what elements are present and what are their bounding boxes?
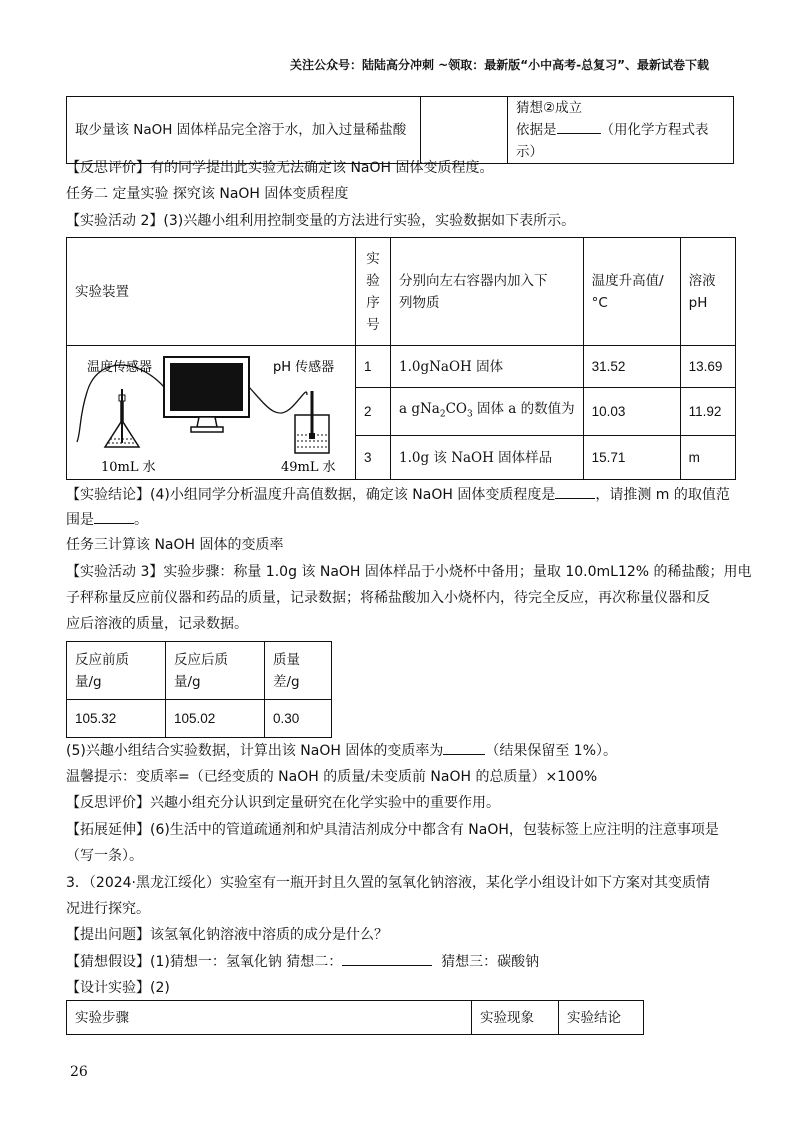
conclusion-line-b: 围是 。 bbox=[66, 509, 148, 530]
row2-temp: 10.03 bbox=[583, 388, 680, 436]
problem-three-1: 3．（2024·黑龙江绥化）实验室有一瓶开封且久置的氢氧化钠溶液，某化学小组设计如下方案对其变质情 bbox=[66, 875, 710, 891]
top-step-cell: 取少量该 NaOH 固体样品完全溶于水，加入过量稀盐酸 bbox=[67, 97, 421, 164]
extension-2: （写一条）。 bbox=[66, 848, 143, 864]
reflection-2: 【反思评价】兴趣小组充分认识到定量研究在化学实验中的重要作用。 bbox=[66, 795, 500, 811]
row3-temp: 15.71 bbox=[583, 436, 680, 480]
row1-number: 1 bbox=[356, 346, 391, 388]
bottom-header-phenomenon: 实验现象 bbox=[472, 1001, 559, 1035]
mass-after-value: 105.02 bbox=[166, 700, 265, 738]
question-five: (5)兴趣小组结合实验数据，计算出该 NaOH 固体的变质率为 （结果保留至 1%）。 bbox=[66, 740, 617, 761]
problem-three-2: 况进行探究。 bbox=[66, 901, 150, 917]
extension-1: 【拓展延伸】(6)生活中的管道疏通剂和炉具清洁剂成分中都含有 NaOH，包装标签上应注明的注意事项是 bbox=[66, 822, 719, 838]
activity-three-1: 【实验活动 3】实验步骤：称量 1.0g 该 NaOH 固体样品于小烧杯中备用；量取 10.0mL12% 的稀盐酸；用电 bbox=[66, 564, 752, 580]
bottom-table bbox=[66, 1000, 644, 1035]
reflection-1: 【反思评价】有的同学提出此实验无法确定该 NaOH 固体变质程度。 bbox=[66, 160, 494, 176]
header-device: 实验装置 bbox=[67, 238, 356, 346]
row2-number: 2 bbox=[356, 388, 391, 436]
row1-ph: 13.69 bbox=[680, 346, 735, 388]
page-header: 关注公众号：陆陆高分冲刺 ~领取：最新版“小中高考-总复习”、最新试卷下载 bbox=[290, 58, 709, 72]
experiment-table bbox=[66, 237, 736, 480]
task-three-title: 任务三计算该 NaOH 固体的变质率 bbox=[66, 537, 284, 553]
mass-diff-value: 0.30 bbox=[265, 700, 332, 738]
mass-before-value: 105.32 bbox=[67, 700, 166, 738]
tip-line: 温馨提示：变质率=（已经变质的 NaOH 的质量/未变质前 NaOH 的总质量）×100% bbox=[66, 769, 598, 785]
ask-question: 【提出问题】该氢氧化钠溶液中溶质的成分是什么？ bbox=[66, 927, 388, 943]
page-number: 26 bbox=[70, 1064, 88, 1080]
mass-header-after: 反应后质 量/g bbox=[166, 642, 265, 700]
bottom-header-conclusion: 实验结论 bbox=[559, 1001, 644, 1035]
top-result-table bbox=[66, 96, 734, 164]
mass-header-diff: 质量 差/g bbox=[265, 642, 332, 700]
row1-substance: 1.0gNaOH 固体 bbox=[391, 346, 584, 388]
row3-ph: m bbox=[680, 436, 735, 480]
header-ph: 溶液 pH bbox=[680, 238, 735, 346]
conclusion-line-2: 依据是 （用化学方程式表示） bbox=[516, 119, 725, 163]
header-substance: 分别向左右容器内加入下 列物质 bbox=[391, 238, 584, 346]
conclusion-line-a: 【实验结论】(4)小组同学分析温度升高值数据，确定该 NaOH 固体变质程度是 ，请推测 m 的取值范 bbox=[66, 484, 730, 505]
hypothesis: 【猜想假设】(1)猜想一：氢氧化钠 猜想二： 猜想三：碳酸钠 bbox=[66, 951, 539, 972]
conclusion-line-1: 猜想②成立 bbox=[516, 100, 583, 116]
activity-two: 【实验活动 2】(3)兴趣小组利用控制变量的方法进行实验，实验数据如下表所示。 bbox=[66, 213, 576, 229]
mass-table bbox=[66, 641, 332, 738]
design-experiment: 【设计实验】(2) bbox=[66, 980, 170, 996]
row3-substance: 1.0g 该 NaOH 固体样品 bbox=[391, 436, 584, 480]
left-water-label: 10mL 水 bbox=[101, 459, 156, 475]
row2-substance: a $gNa_2CO_3$ 固体 a 的数值为 bbox=[391, 388, 584, 436]
row3-number: 3 bbox=[356, 436, 391, 480]
header-temp: 温度升高值/ °C bbox=[583, 238, 680, 346]
right-water-label: 49mL 水 bbox=[281, 459, 336, 475]
bottom-header-steps: 实验步骤 bbox=[67, 1001, 472, 1035]
top-conclusion-cell bbox=[508, 97, 734, 164]
task-two-title: 任务二 定量实验 探究该 NaOH 固体变质程度 bbox=[66, 186, 349, 202]
apparatus-diagram bbox=[67, 347, 355, 479]
header-number: 实 验 序 号 bbox=[356, 238, 391, 346]
top-phenomenon-cell bbox=[421, 97, 508, 164]
row1-temp: 31.52 bbox=[583, 346, 680, 388]
device-diagram-cell bbox=[67, 346, 356, 480]
row2-ph: 11.92 bbox=[680, 388, 735, 436]
activity-three-3: 应后溶液的质量，记录数据。 bbox=[66, 616, 248, 632]
temp-sensor-label: 温度传感器 bbox=[87, 359, 153, 375]
activity-three-2: 子秤称量反应前仪器和药品的质量，记录数据；将稀盐酸加入小烧杯内，待完全反应，再次称量仪器和反 bbox=[66, 590, 710, 606]
mass-header-before: 反应前质 量/g bbox=[67, 642, 166, 700]
ph-sensor-label: pH 传感器 bbox=[273, 359, 335, 375]
